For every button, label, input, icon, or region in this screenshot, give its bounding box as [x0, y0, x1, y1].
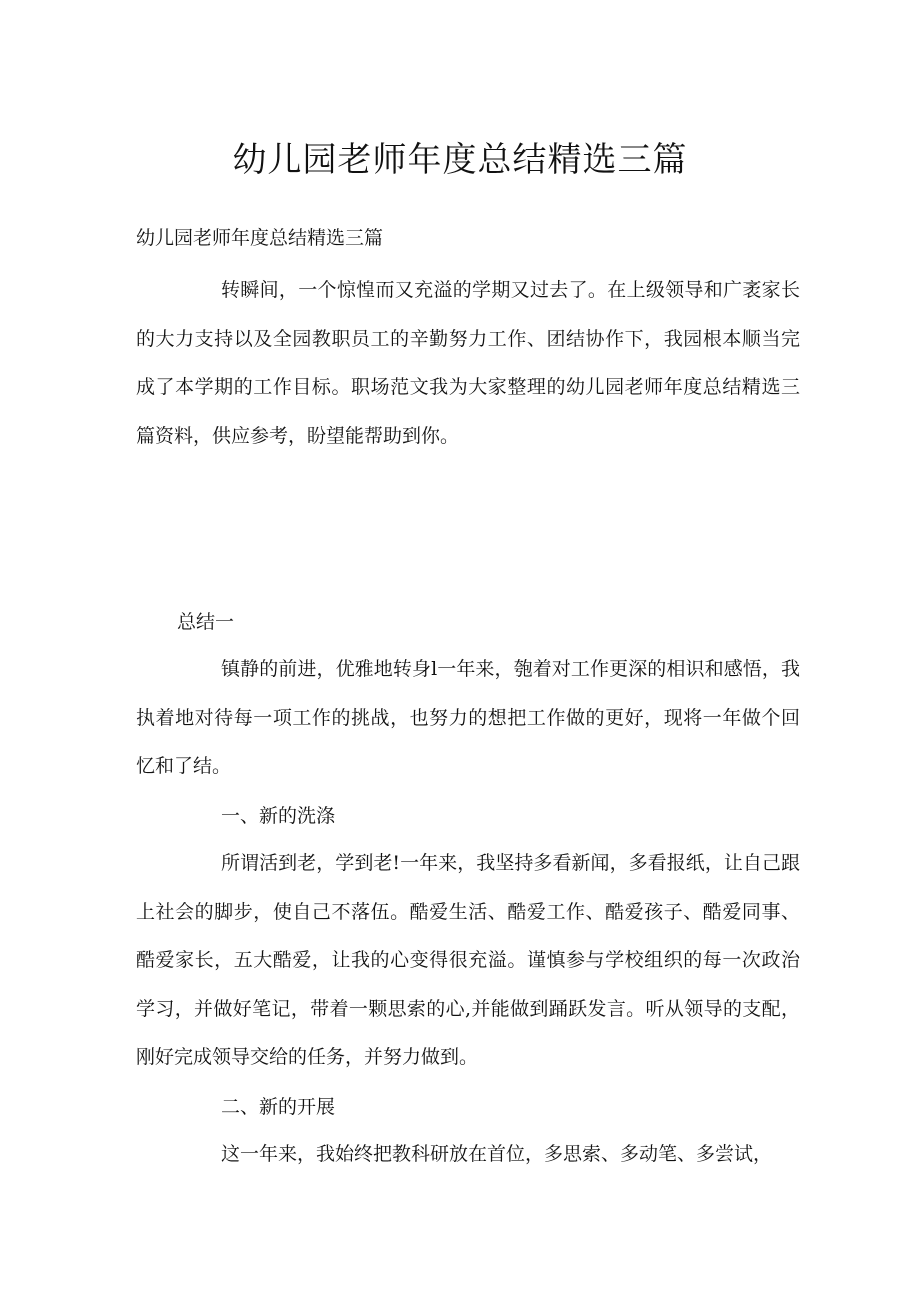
- document-title: 幼儿园老师年度总结精选三篇: [232, 140, 688, 180]
- part2-heading: 二、新的开展: [221, 1096, 336, 1118]
- intro-paragraph: 转瞬间，一个惊惶而又充溢的学期又过去了。在上级领导和广袤家长的大力支持以及全园教职员工的辛勤努力工作、团结协作下，我园根本顺当完成了本学期的工作目标。职场范文我为大家整理的幼儿园老师年度总结精选三篇资料，供应参考，盼望能帮助到你。: [136, 279, 800, 447]
- section1-intro-paragraph: 镇静的前进，优雅地转身l一年来，匏着对工作更深的相识和感悟，我执着地对待每一项工作的挑战，也努力的想把工作做的更好，现将一年做个回忆和了结。: [136, 658, 800, 777]
- section-heading-1: 总结一: [177, 611, 235, 633]
- part1-heading: 一、新的洗涤: [221, 805, 336, 827]
- part1-paragraph: 所谓活到老，学到老!一年来，我坚持多看新闻，多看报纸，让自己跟上社会的脚步，使自己不落伍。酷爱生活、酷爱工作、酷爱孩子、酷爱同事、酷爱家长，五大酷爱，让我的心变得很充溢。谨慎参与学校组织的每一次政治学习，并做好笔记，带着一颗思索的心,并能做到踊跃发言。听从领导的支配，刚好完成领导交给的任务，并努力做到。: [136, 852, 800, 1068]
- document-subtitle: 幼儿园老师年度总结精选三篇: [136, 227, 384, 249]
- part2-paragraph: 这一年来，我始终把教科研放在首位，多思索、多动笔、多尝试，: [221, 1143, 773, 1165]
